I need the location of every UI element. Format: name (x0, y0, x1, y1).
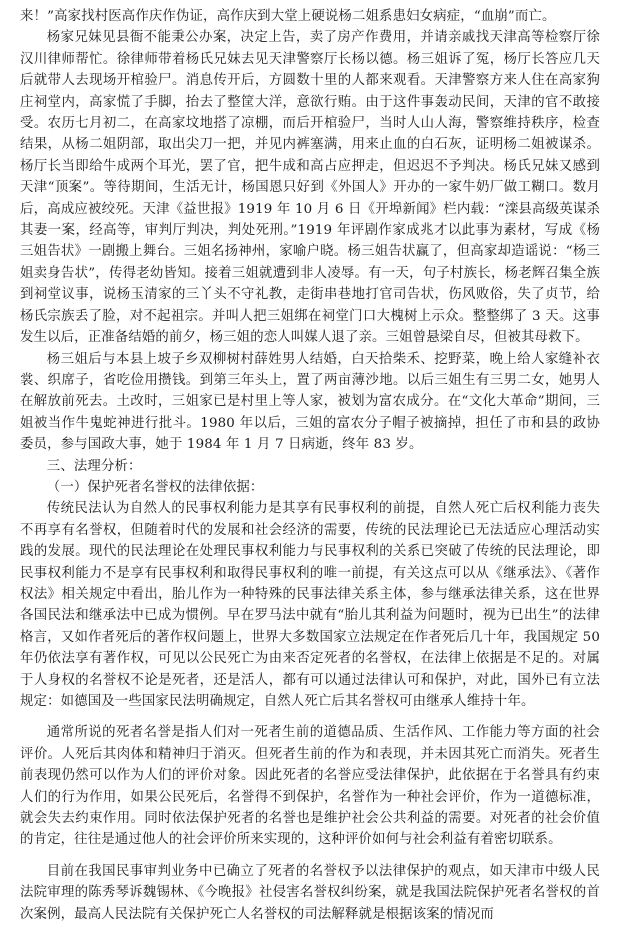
paragraph-yang-family-appeal: 杨家兄妹见县衙不能秉公办案，决定上告，卖了房产作费用，并请亲戚找天津高等检察厅徐汉川律师帮忙。徐律师带着杨氏兄妹去见天津警察厅长杨以德。杨三姐诉了冤，杨厅长答应几天后就带人去现场开棺验尸。消息传开后，方圆数十里的人都来观看。天津警察方来人住在高家狗庄祠堂内，高家慌了手脚，抬去了整筐大洋，意欲行贿。由于这件事轰动民间，天津的官不敢接受。农历七月初二，在高家坟地搭了凉棚，而后开棺验尸，当时人山人海，警察维持秩序，检查结果，从杨二姐阴部，取出尖刀一把，并见内裤塞满，用来止血的白石灰，证明杨二姐被谋杀。杨厅长当即给牛成两个耳光，罢了官，把牛成和高占应押走，但迟迟不予判决。杨氏兄妹又感到天津“顶案”。等待期间，生活无计，杨国恩只好到《外国人》开办的一家牛奶厂做工糊口。数月后，高成应被绞死。天津《益世报》1919 年 10 月 6 日《开埠新闻》栏内载：“滦县高级英谋杀其妻一案，经高等，审判厅判决，判处死刑。”1919 年评剧作家成兆才以此事为素材，写成《杨三姐告状》一剧搬上舞台。三姐名扬神州，家喻户晓。杨三姐告状赢了，但高家却造谣说：“杨三姐卖身告状”，传得老幼皆知。接着三姐就遭到非人凌辱。有一天，句子村族长，杨老辉召集全族到祠堂议事，说杨玉清家的三丫头不守礼教，走街串巷地打官司告状，伤风败俗，失了贞节，给杨氏宗族丢了脸，对不起祖宗。并叫人把三姐绑在祠堂门口大槐树上示众。整整绑了 3 天。这事发生以后，正准备结婚的前夕，杨三姐的恋人叫媒人退了亲。三姐曾悬梁自尽，但被其母救下。 (20, 30, 600, 346)
paragraph-legal-theory: 传统民法认为自然人的民事权利能力是其享有民事权利的前提，自然人死亡后权利能力丧失不再享有名誉权，但随着时代的发展和社会经济的需要，传统的民法理论已无法适应心理活动实践的发展。现代的民法理论在处理民事权利能力与民事权利的关系已突破了传统的民法理论，即民事权利能力不是享有民事权利和取得民事权利的唯一前提，有关这点可以从《继承法》、《著作权法》相关规定中看出，胎儿作为一种特殊的民事法律关系主体，参与继承法律关系，这在世界各国民法和继承法中已成为惯例。早在罗马法中就有“胎儿其利益为问题时，视为已出生”的法律格言，又如作者死后的著作权问题上，世界大多数国家立法规定在作者死后几十年，我国规定 50 年仍依法享有著作权，可见以公民死亡为由来否定死者的名誉权，在法律上依据是不足的。对属于人身权的名誉权不论是死者，还是活人，都有可以通过法律认可和保护，对此，国外已有立法规定：如德国及一些国家民法明确规定，自然人死亡后其名誉权可由继承人维持十年。 (20, 501, 600, 709)
section-heading: 三、法理分析： (46, 458, 142, 474)
paragraph-gap (20, 851, 600, 861)
paragraph-yang-later-life: 杨三姐后与本县上坡子乡双柳树村薛姓男人结婚，白天拾柴禾、挖野菜，晚上给人家缝补衣裳、织席子，省吃俭用攒钱。到第三年头上，置了两亩薄沙地。以后三姐生有三男二女，她男人在解放前死去。土改时，三姐家已是村里上等人家，被划为富农成分。在“文化大革命”期间，三姐被当作牛鬼蛇神进行批斗。1980 年以后，三姐的富农分子帽子被摘掉，担任了市和县的政协委员，参与国政大事，她于 1984 年 1 月 7 日病逝，终年 83 岁。 (20, 351, 600, 453)
subsection-heading: （一）保护死者名誉权的法律依据： (46, 479, 264, 495)
paragraph-reputation-definition: 通常所说的死者名誉是指人们对一死者生前的道德品质、生活作风、工作能力等方面的社会评价。人死后其肉体和精神归于消灭。但死者生前的作为和表现，并未因其死亡而消失。死者生前表现仍然可以作为人们的评价对象。因此死者的名誉应受法律保护，此依据在于名誉具有约束人们的行为作用，如果公民死后，名誉得不到保护，名誉作为一种社会评价，作为一道德标准，就会失去约束作用。同时依法保护死者的名誉也是维护社会公共利益的需要。对死者的社会价值的肯定，往往是通过他人的社会评价所来实现的，这种评价如何与社会利益有着密切联系。 (20, 725, 600, 848)
paragraph-continuation: 来！”高家找村医高作庆作伪证，高作庆到大堂上硬说杨二姐系患妇女病症，“血崩”而亡。 (20, 9, 556, 24)
paragraph-gap (20, 712, 600, 722)
paragraph-judicial-practice: 目前在我国民事审判业务中已确立了死者的名誉权予以法律保护的观点，如天津市中级人民法院审理的陈秀琴诉魏锡林、《今晚报》社侵害名誉权纠纷案，就是我国法院保护死者名誉权的首次案例，最高人民法院有关保护死亡人名誉权的司法解释就是根据该案的情况而 (20, 863, 600, 922)
